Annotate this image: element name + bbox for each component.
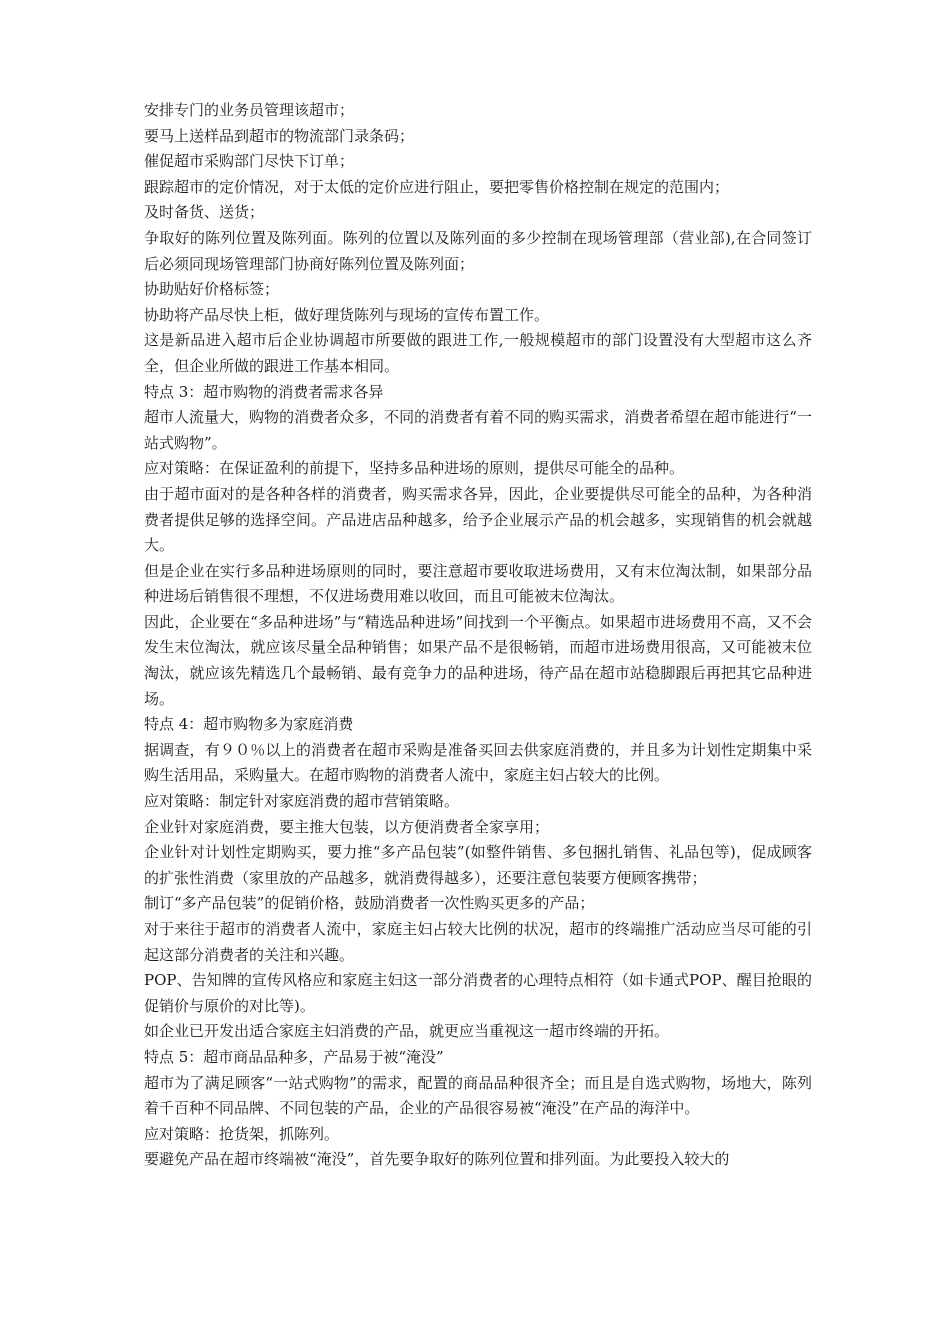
paragraph: 这是新品进入超市后企业协调超市所要做的跟进工作,一般规模超市的部门设置没有大型超市这么齐全，但企业所做的跟进工作基本相同。 [144,331,812,375]
paragraph: 企业针对家庭消费，要主推大包装，以方便消费者全家享用； [144,817,550,836]
document-body [144,98,812,1173]
section-heading: 特点 5：超市商品品种多，产品易于被“淹没” [144,1047,444,1066]
paragraph: 跟踪超市的定价情况，对于太低的定价应进行阻止，要把零售价格控制在规定的范围内； [144,177,730,196]
paragraph: 超市为了满足顾客“一站式购物”的需求，配置的商品品种很齐全；而且是自选式购物，场地大，陈列着千百种不同品牌、不同包装的产品，企业的产品很容易被“淹没”在产品的海洋中。 [144,1073,812,1118]
paragraph: 但是企业在实行多品种进场原则的同时，要注意超市要收取进场费用，又有末位淘汰制，如果部分品种进场后销售很不理想，不仅进场费用难以收回，而且可能被末位淘汰。 [144,561,812,606]
paragraph: 应对策略：制定针对家庭消费的超市营销策略。 [144,792,460,811]
paragraph: 协助将产品尽快上柜，做好理货陈列与现场的宣传布置工作。 [144,305,550,324]
paragraph: 安排专门的业务员管理该超市； [144,101,355,119]
paragraph: 因此，企业要在“多品种进场”与“精选品种进场”间找到一个平衡点。如果超市进场费用不高，又不会发生末位淘汰，就应该尽量全品种销售；如果产品不是很畅销，而超市进场费用很高，又可能被末位淘汰，就应该先精选几个最畅销、最有竞争力的品种进场，待产品在超市站稳脚跟后再把其它品种进场。 [144,612,812,708]
paragraph: 及时备货、送货； [144,203,265,222]
paragraph: 催促超市采购部门尽快下订单； [144,152,355,171]
paragraph: 超市人流量大，购物的消费者众多，不同的消费者有着不同的购买需求，消费者希望在超市能进行“一站式购物”。 [144,408,812,452]
paragraph: 如企业已开发出适合家庭主妇消费的产品，就更应当重视这一超市终端的开拓。 [144,1022,670,1041]
paragraph: 制订“多产品包装”的促销价格，鼓励消费者一次性购买更多的产品； [144,894,595,913]
paragraph: 企业针对计划性定期购买，要力推“多产品包装”(如整件销售、多包捆扎销售、礼品包等)，促成顾客的扩张性消费（家里放的产品越多，就消费得越多），还要注意包装要方便顾客携带； [144,843,812,887]
section-heading: 特点 4：超市购物多为家庭消费 [144,715,354,734]
paragraph: 应对策略：抢货架，抓陈列。 [144,1124,340,1143]
section-heading: 特点 3：超市购物的消费者需求各异 [144,382,384,401]
paragraph: 由于超市面对的是各种各样的消费者，购买需求各异，因此，企业要提供尽可能全的品种，为各种消费者提供足够的选择空间。产品进店品种越多，给予企业展示产品的机会越多，实现销售的机会就越大。 [144,484,812,555]
paragraph: POP、告知牌的宣传风格应和家庭主妇这一部分消费者的心理特点相符（如卡通式POP、醒目抢眼的促销价与原价的对比等)。 [144,971,812,1015]
paragraph: 协助贴好价格标签； [144,280,280,299]
paragraph: 要马上送样品到超市的物流部门录条码； [144,126,415,145]
paragraph: 要避免产品在超市终端被“淹没”，首先要争取好的陈列位置和排列面。为此要投入较大的 [144,1150,730,1169]
paragraph: 争取好的陈列位置及陈列面。陈列的位置以及陈列面的多少控制在现场管理部（营业部),在合同签订后必须同现场管理部门协商好陈列位置及陈列面； [144,228,812,273]
paragraph: 对于来往于超市的消费者人流中，家庭主妇占较大比例的状况，超市的终端推广活动应当尽可能的引起这部分消费者的关注和兴趣。 [144,920,812,964]
paragraph: 据调查，有９０％以上的消费者在超市采购是准备买回去供家庭消费的，并且多为计划性定期集中采购生活用品，采购量大。在超市购物的消费者人流中，家庭主妇占较大的比例。 [144,740,812,785]
paragraph: 应对策略：在保证盈利的前提下，坚持多品种进场的原则，提供尽可能全的品种。 [144,459,685,478]
